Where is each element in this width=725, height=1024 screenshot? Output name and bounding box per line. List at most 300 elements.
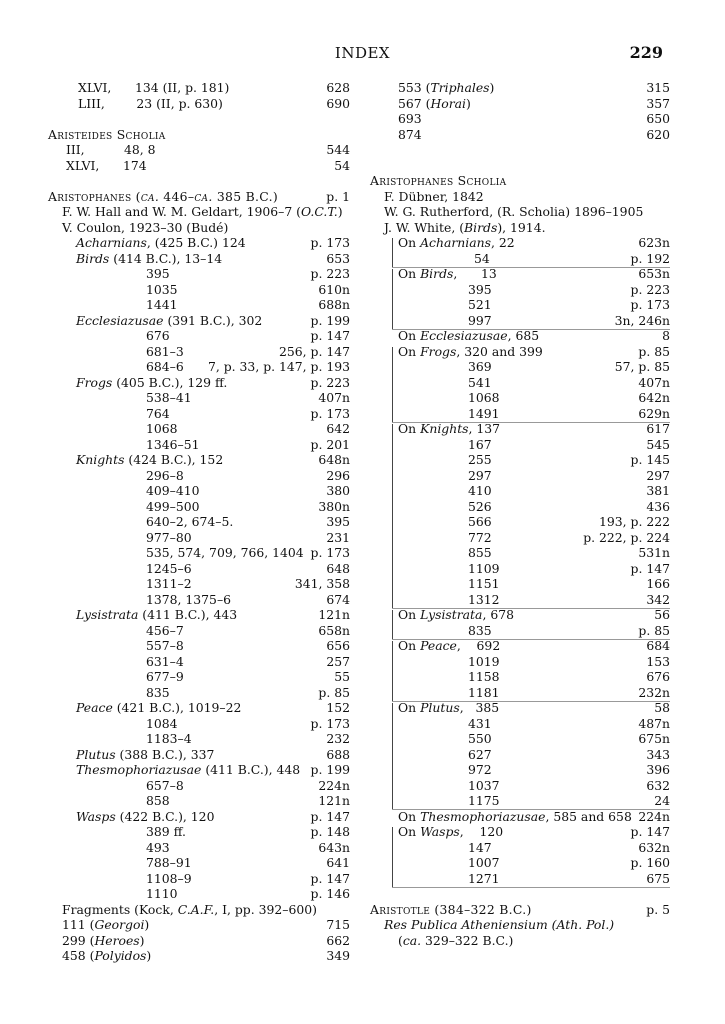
entry-text: 410 [468,483,492,498]
entry-reference: 8 [662,328,670,343]
entry-text: 541 [468,374,492,390]
entry-reference: 628 [326,80,350,95]
index-entry [370,824,670,840]
index-entry [370,530,670,546]
index-entry [370,607,670,623]
group-bracket-rule [392,238,393,267]
entry-reference: 380n [318,498,350,514]
entry-text: Acharnians, (425 B.C.) 124 [76,235,246,250]
entry-reference: p. 223 [630,281,670,297]
entry-text: Fragments (Kock, C.A.F., I, pp. 392–600) [62,901,317,917]
entry-reference: p. 199 [310,312,350,328]
entry-text: III, 48, 8 [66,142,156,157]
index-entry [48,313,350,329]
entry-text: (ca. 329–322 B.C.) [398,932,514,948]
entry-reference: 152 [326,700,350,715]
index-entry [370,933,670,949]
entry-text: 764 [146,405,170,421]
index-entry [370,251,670,267]
entry-reference: p. 160 [630,855,670,870]
entry-reference: 688 [326,746,350,762]
entry-text: 693 [398,111,422,126]
entry-text: 395 [146,266,170,281]
index-entry [48,685,350,701]
index-entry [370,220,670,236]
entry-reference: 531n [638,545,670,560]
index-entry [48,545,350,561]
entry-text: 557–8 [146,638,184,653]
entry-reference: 193, p. 222 [599,514,670,529]
index-entry [370,390,670,406]
index-entry [48,871,350,887]
index-entry [48,902,350,918]
index-entry [48,623,350,639]
entry-reference: p. 173 [310,545,350,560]
entry-reference: 257 [326,653,350,669]
entry-text: 677–9 [146,669,184,684]
index-entry [370,793,670,809]
entry-text: 1245–6 [146,560,192,576]
entry-text: 1035 [146,281,178,297]
index-entry [48,80,350,96]
index-entry [370,762,670,778]
index-entry [48,375,350,391]
entry-reference: 642 [326,421,350,436]
entry-text: 1084 [146,715,178,731]
entry-text: Plutus (388 B.C.), 337 [76,746,215,762]
entry-text: Peace (421 B.C.), 1019–22 [76,700,242,715]
entry-reference: 315 [646,80,670,95]
entry-text: 431 [468,715,492,731]
entry-text: Knights (424 B.C.), 152 [76,452,224,467]
entry-text: V. Coulon, 1923–30 (Budé) [62,219,229,235]
spacer [48,111,350,127]
entry-reference: 650 [646,111,670,126]
entry-reference: 380 [326,483,350,498]
index-entry [370,313,670,329]
entry-text: 409–410 [146,483,200,498]
entry-reference: 3n, 246n [614,312,670,328]
entry-text: F. Dübner, 1842 [384,188,484,204]
entry-text: 389 ff. [146,824,186,839]
entry-text: On Frogs, 320 and 399 [398,343,543,359]
entry-reference: 58 [654,700,670,715]
entry-reference: 349 [326,948,350,963]
entry-text: F. W. Hall and W. M. Geldart, 1906–7 (O.C.T.) [62,204,343,219]
entry-reference: p. 85 [638,343,670,359]
entry-text: 111 (Georgoi) [62,917,150,932]
entry-reference: p. 199 [310,762,350,777]
group-bracket-rule [392,641,393,701]
index-entry [48,514,350,530]
index-entry [370,468,670,484]
entry-reference: 653 [326,250,350,266]
index-entry [370,499,670,515]
index-entry [370,80,670,96]
index-entry [48,700,350,716]
index-entry [370,96,670,112]
index-entry [48,204,350,220]
index-entry [370,266,670,282]
entry-text: 627 [468,746,492,762]
index-entry [48,468,350,484]
entry-text: 493 [146,839,170,855]
index-entry [48,592,350,608]
index-entry [48,359,350,375]
entry-text: 1019 [468,653,500,669]
entry-text: 297 [468,467,492,483]
index-entry [370,669,670,685]
index-entry [48,328,350,344]
entry-text: 538–41 [146,390,192,405]
entry-reference: 648 [326,560,350,576]
entry-text: 1183–4 [146,731,192,746]
index-entry [370,731,670,747]
entry-reference: 617 [646,421,670,436]
index-entry [48,96,350,112]
entry-text: W. G. Rutherford, (R. Scholia) 1896–1905 [384,204,644,219]
spacer [48,173,350,189]
entry-text: On Plutus, 385 [398,700,500,715]
index-entry [48,421,350,437]
index-entry [48,638,350,654]
entry-text: 567 (Horai) [398,95,471,111]
entry-reference: p. 145 [630,452,670,467]
entry-reference: 641 [326,855,350,870]
entry-reference: 643n [318,839,350,855]
entry-text: 977–80 [146,529,192,545]
entry-text: 1007 [468,855,500,870]
entry-text: 1110 [146,886,178,901]
entry-reference: 381 [646,483,670,498]
entry-text: 167 [468,436,492,452]
entry-text: 788–91 [146,855,192,870]
index-entry [48,948,350,964]
entry-reference: p. 223 [310,266,350,281]
entry-text: 1441 [146,297,178,312]
entry-reference: p. 223 [310,374,350,390]
index-entry [370,716,670,732]
index-entry [370,437,670,453]
spacer [370,142,670,158]
index-heading [370,173,670,189]
index-entry [48,886,350,902]
entry-text: 1175 [468,793,500,808]
index-entry [370,111,670,127]
index-entry [370,421,670,437]
entry-reference: 55 [334,669,350,684]
entry-text: Thesmophoriazusae (411 B.C.), 448 [76,762,301,777]
entry-reference: 232 [326,731,350,746]
entry-reference: 395 [326,514,350,529]
spacer [370,886,670,902]
entry-reference: 674 [326,591,350,607]
group-bracket-rule [392,703,393,809]
entry-reference: 610n [318,281,350,297]
entry-reference: 653n [638,266,670,281]
entry-text: On Peace, 692 [398,638,501,653]
entry-reference: 121n [318,607,350,622]
index-entry [48,607,350,623]
group-bracket-rule [392,610,393,639]
entry-reference: p. 173 [630,297,670,312]
group-bracket-rule [392,269,393,329]
entry-text: 499–500 [146,498,200,514]
entry-text: 1109 [468,560,500,576]
entry-reference: p. 147 [630,560,670,576]
right-column [370,80,670,948]
entry-reference: 629n [638,405,670,421]
entry-reference: 545 [646,436,670,452]
index-entry [48,483,350,499]
index-entry [370,638,670,654]
entry-text: 1151 [468,576,500,591]
index-entry [370,406,670,422]
entry-reference: 341, 358 [294,576,350,591]
entry-text: 1068 [146,421,178,436]
entry-reference: p. 146 [310,886,350,901]
entry-reference: 7, p. 33, p. 147, p. 193 [207,359,350,374]
entry-reference: p. 173 [310,235,350,250]
index-entry [370,344,670,360]
index-heading [48,127,350,143]
index-entry [370,545,670,561]
entry-reference: 57, p. 85 [614,359,670,374]
index-entry [48,855,350,871]
index-entry [48,390,350,406]
entry-reference: 407n [318,390,350,405]
entry-text: 526 [468,498,492,514]
index-entry [48,716,350,732]
entry-text: 553 (Triphales) [398,80,495,95]
entry-reference: 224n [318,777,350,793]
entry-text: 1491 [468,405,500,421]
entry-text: 1378, 1375–6 [146,591,232,607]
entry-text: 395 [468,281,492,297]
spacer [370,158,670,174]
entry-text: 874 [398,126,422,142]
entry-reference: 357 [646,95,670,111]
index-entry [48,235,350,251]
entry-text: Aristophanes Scholia [370,173,507,188]
entry-text: 1037 [468,777,500,793]
index-entry [370,576,670,592]
entry-text: 456–7 [146,622,184,638]
entry-reference: 675n [638,731,670,746]
entry-text: 1311–2 [146,576,192,591]
index-entry [370,685,670,701]
index-entry [370,871,670,887]
index-entry [48,406,350,422]
entry-text: 972 [468,762,492,777]
index-entry [48,266,350,282]
entry-reference: p. 5 [646,901,670,917]
index-entry [48,824,350,840]
entry-reference: 296 [326,467,350,483]
index-entry [48,917,350,933]
entry-text: 631–4 [146,653,184,669]
index-entry [370,359,670,375]
index-entry [370,127,670,143]
entry-reference: 224n [638,808,670,824]
entry-text: LIII, 23 (II, p. 630) [78,95,223,111]
entry-reference: 648n [318,452,350,467]
entry-text: On Thesmophoriazusae, 585 and 658 [398,808,632,824]
entry-reference: 343 [646,746,670,762]
entry-reference: p. 173 [310,715,350,731]
entry-text: On Knights, 137 [398,421,501,436]
index-entry [370,747,670,763]
entry-text: Res Publica Atheniensium (Ath. Pol.) [384,917,615,932]
left-column [48,80,350,964]
entry-reference: 407n [638,374,670,390]
entry-reference: 684 [646,638,670,653]
index-entry [48,437,350,453]
entry-text: Frogs (405 B.C.), 129 ff. [76,374,228,390]
entry-text: On Wasps, 120 [398,824,504,839]
entry-reference: p. 85 [638,622,670,638]
entry-text: 1346–51 [146,436,200,452]
index-entry [370,592,670,608]
index-entry [370,328,670,344]
entry-text: 835 [146,684,170,700]
entry-reference: 632 [646,777,670,793]
entry-text: Aristeides Scholia [48,126,166,142]
entry-text: Ecclesiazusae (391 B.C.), 302 [76,312,263,328]
entry-reference: 632n [638,839,670,855]
index-entry [370,204,670,220]
index-entry [48,344,350,360]
entry-reference: p. 147 [310,328,350,343]
entry-text: Lysistrata (411 B.C.), 443 [76,607,238,622]
entry-reference: 256, p. 147 [279,343,350,359]
entry-reference: 676 [646,669,670,684]
entry-reference: 658n [318,622,350,638]
entry-text: 676 [146,328,170,343]
entry-reference: 688n [318,297,350,312]
index-entry [48,452,350,468]
entry-reference: 544 [326,142,350,157]
index-entry [370,778,670,794]
index-entry [48,747,350,763]
index-entry [48,499,350,515]
index-entry [48,762,350,778]
entry-reference: 436 [646,498,670,514]
entry-text: 535, 574, 709, 766, 1404 [146,545,304,560]
entry-reference: p. 192 [630,250,670,266]
index-entry [48,731,350,747]
index-heading [48,189,350,205]
entry-text: 147 [468,839,492,855]
entry-reference: 342 [646,591,670,607]
entry-text: 369 [468,359,492,374]
entry-reference: p. 173 [310,405,350,421]
entry-text: 835 [468,622,492,638]
entry-text: 458 (Polyidos) [62,948,152,963]
index-entry [48,669,350,685]
entry-text: 681–3 [146,343,184,359]
index-entry [48,142,350,158]
entry-reference: 24 [654,793,670,808]
group-bracket-rule [392,827,393,887]
entry-text: On Birds, 13 [398,266,497,281]
entry-text: 255 [468,452,492,467]
entry-reference: p. 147 [310,870,350,886]
entry-text: Aristophanes (ca. 446–ca. 385 B.C.) [48,188,278,204]
entry-text: XLVI, 174 [66,157,147,173]
entry-text: 1181 [468,684,500,700]
page-number: 229 [629,43,663,62]
index-entry [370,514,670,530]
entry-reference: 166 [646,576,670,591]
entry-reference: 121n [318,793,350,808]
index-entry [48,158,350,174]
entry-text: 772 [468,529,492,545]
entry-text: 521 [468,297,492,312]
entry-text: 299 (Heroes) [62,932,145,948]
entry-text: On Ecclesiazusae, 685 [398,328,540,343]
index-entry [48,251,350,267]
entry-text: 858 [146,793,170,808]
index-entry [48,561,350,577]
entry-text: On Acharnians, 22 [398,235,515,250]
entry-text: Birds (414 B.C.), 13–14 [76,250,223,266]
entry-text: 997 [468,312,492,328]
index-entry [370,235,670,251]
entry-text: 684–6 [146,359,184,374]
entry-reference: 396 [646,762,670,777]
index-entry [48,933,350,949]
entry-reference: p. 147 [630,824,670,839]
group-bracket-rule [392,347,393,422]
index-entry [370,483,670,499]
entry-text: Wasps (422 B.C.), 120 [76,808,215,824]
entry-text: 296–8 [146,467,184,483]
index-entry [370,654,670,670]
index-entry [370,700,670,716]
entry-text: 1312 [468,591,500,607]
entry-reference: 56 [654,607,670,622]
entry-text: Aristotle (384–322 B.C.) [370,901,532,917]
entry-text: 1108–9 [146,870,192,886]
index-entry [370,561,670,577]
entry-reference: 715 [326,917,350,932]
entry-reference: 642n [638,390,670,405]
entry-reference: p. 201 [310,436,350,452]
entry-reference: 662 [326,932,350,948]
entry-reference: p. 1 [326,188,350,204]
index-entry [48,530,350,546]
entry-reference: 153 [646,653,670,669]
index-heading [370,902,670,918]
entry-text: 1158 [468,669,500,684]
entry-reference: 623n [638,235,670,250]
index-entry [48,793,350,809]
index-entry [48,654,350,670]
index-entry [370,189,670,205]
entry-reference: 232n [638,684,670,700]
index-entry [370,840,670,856]
group-bracket-rule [392,424,393,608]
index-entry [370,452,670,468]
entry-text: XLVI, 134 (II, p. 181) [78,80,230,95]
index-entry [370,855,670,871]
index-entry [48,778,350,794]
index-entry [370,623,670,639]
entry-reference: 487n [638,715,670,731]
entry-reference: 620 [646,126,670,142]
entry-reference: p. 147 [310,808,350,824]
